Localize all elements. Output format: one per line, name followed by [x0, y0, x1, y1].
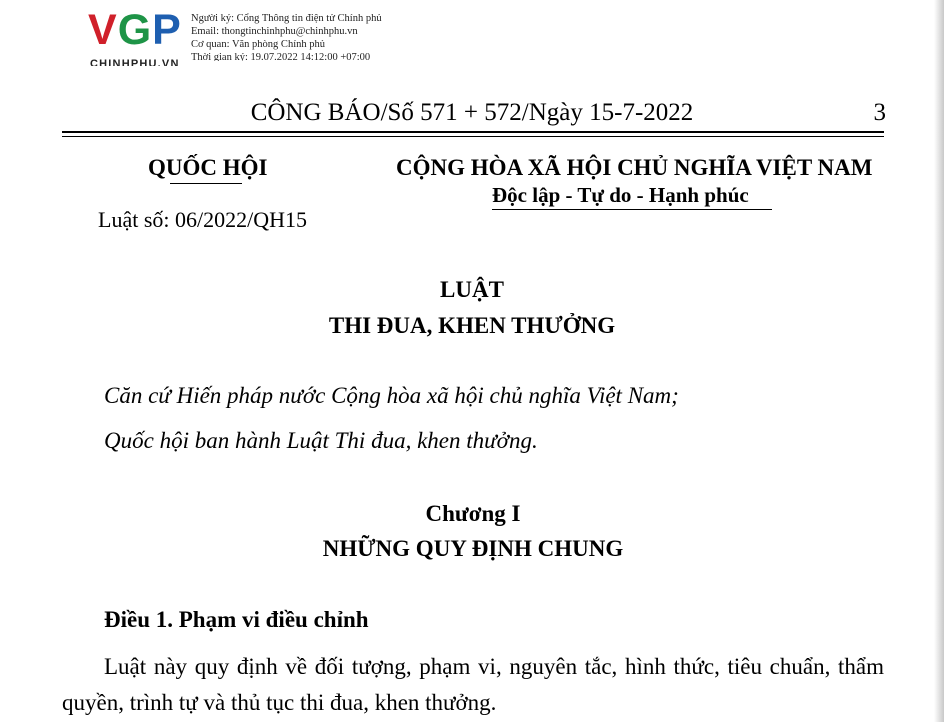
law-label: LUẬT: [440, 277, 504, 302]
gazette-header: [0, 98, 944, 128]
gazette-title: CÔNG BÁO/Số 571 + 572/Ngày 15-7-2022: [250, 99, 694, 126]
page-number: 3: [873, 99, 886, 126]
agency-line: Cơ quan: Văn phòng Chính phủ: [191, 39, 325, 50]
preamble-line: Căn cứ Hiến pháp nước Cộng hòa xã hội chủ nghĩa Việt Nam;: [104, 383, 679, 408]
logo-letter-g: G: [117, 6, 153, 54]
header-rule-thin: [62, 136, 884, 137]
country-name: CỘNG HÒA XÃ HỘI CHỦ NGHĨA VIỆT NAM: [396, 155, 873, 180]
signer-line: Người ký: Cổng Thông tin điện tử Chính phủ: [191, 13, 382, 24]
logo-letters: [88, 6, 182, 54]
signature-stamp: [88, 8, 448, 70]
law-title: THI ĐUA, KHEN THƯỞNG: [328, 313, 616, 338]
article-title: Điều 1. Phạm vi điều chỉnh: [104, 607, 369, 632]
preamble-line: Quốc hội ban hành Luật Thi đua, khen thưởng.: [104, 428, 538, 453]
chapter-label: Chương I: [425, 501, 521, 526]
time-line: Thời gian ký: 19.07.2022 14:12:00 +07:00: [191, 52, 371, 61]
email-line: Email: thongtinchinhphu@chinhphu.vn: [191, 26, 358, 37]
logo-subtitle: CHINHPHU.VN: [90, 58, 180, 66]
article-body: Luật này quy định về đối tượng, phạm vi, nguyên tắc, hình thức, tiêu chuẩn, thẩm quyền, trình tự và thủ tục thi đua, khen thưởng.: [62, 654, 884, 715]
signature-details: [191, 12, 382, 61]
issuer-underline: [170, 183, 242, 184]
issuer-name: QUỐC HỘI: [148, 155, 268, 180]
scroll-edge-shadow: [934, 0, 944, 722]
logo-letter-v: V: [88, 6, 118, 54]
logo-letter-p: P: [152, 6, 182, 54]
law-number: Luật số: 06/2022/QH15: [98, 207, 307, 232]
header-rule-thick: [62, 131, 884, 133]
chapter-title: NHỮNG QUY ĐỊNH CHUNG: [322, 536, 624, 561]
vgp-logo: [88, 8, 198, 70]
national-motto: Độc lập - Tự do - Hạnh phúc: [492, 183, 749, 207]
motto-underline: [492, 209, 772, 210]
